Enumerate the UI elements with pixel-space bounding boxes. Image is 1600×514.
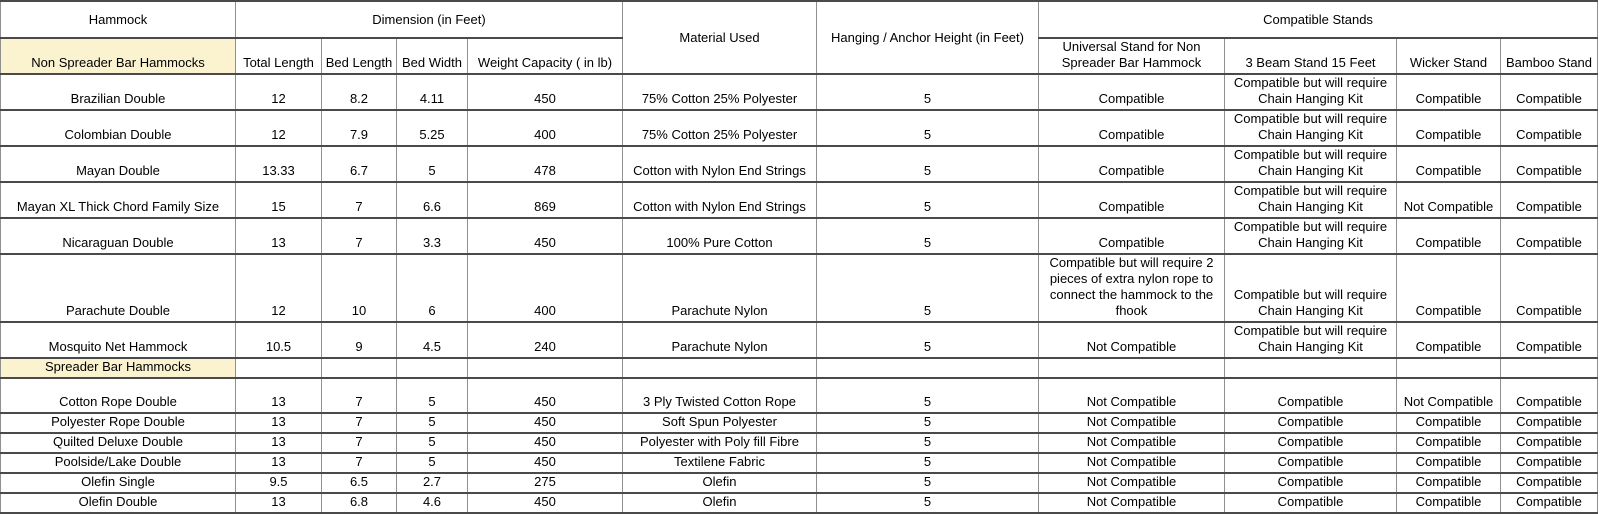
cell-bed-length[interactable]: 6.8	[322, 493, 397, 513]
empty-cell[interactable]	[1397, 358, 1501, 378]
cell-beam-stand[interactable]: Compatible but will require Chain Hanging Kit	[1225, 110, 1397, 146]
cell-material[interactable]: Cotton with Nylon End Strings	[623, 182, 817, 218]
cell-hammock[interactable]: Parachute Double	[1, 254, 236, 322]
header-bamboo-stand[interactable]: Bamboo Stand	[1501, 38, 1598, 74]
section-label-non-spreader[interactable]: Non Spreader Bar Hammocks	[1, 38, 236, 74]
cell-total-length[interactable]: 13	[236, 218, 322, 254]
cell-beam-stand[interactable]: Compatible but will require Chain Hanging Kit	[1225, 74, 1397, 110]
header-material-used[interactable]: Material Used	[623, 1, 817, 74]
cell-beam-stand[interactable]: Compatible	[1225, 473, 1397, 493]
cell-universal-stand[interactable]: Not Compatible	[1039, 433, 1225, 453]
empty-cell[interactable]	[468, 358, 623, 378]
cell-wicker-stand[interactable]: Compatible	[1397, 322, 1501, 358]
cell-hammock[interactable]: Quilted Deluxe Double	[1, 433, 236, 453]
cell-hammock[interactable]: Brazilian Double	[1, 74, 236, 110]
cell-total-length[interactable]: 12	[236, 74, 322, 110]
empty-cell[interactable]	[623, 358, 817, 378]
cell-universal-stand[interactable]: Compatible	[1039, 74, 1225, 110]
cell-material[interactable]: 3 Ply Twisted Cotton Rope	[623, 378, 817, 413]
cell-hammock[interactable]: Olefin Double	[1, 493, 236, 513]
empty-cell[interactable]	[322, 358, 397, 378]
cell-beam-stand[interactable]: Compatible but will require Chain Hanging Kit	[1225, 218, 1397, 254]
table-row	[1, 322, 1598, 358]
cell-bamboo-stand[interactable]: Compatible	[1501, 110, 1598, 146]
cell-universal-stand[interactable]: Not Compatible	[1039, 493, 1225, 513]
table-row	[1, 254, 1598, 322]
cell-universal-stand[interactable]: Not Compatible	[1039, 322, 1225, 358]
cell-material[interactable]: Olefin	[623, 493, 817, 513]
table-row	[1, 453, 1598, 473]
cell-weight-capacity[interactable]: 450	[468, 378, 623, 413]
cell-wicker-stand[interactable]: Compatible	[1397, 453, 1501, 473]
header-weight-capacity[interactable]: Weight Capacity ( in lb)	[468, 38, 623, 74]
cell-hanging-height[interactable]: 5	[817, 110, 1039, 146]
cell-bamboo-stand[interactable]: Compatible	[1501, 74, 1598, 110]
cell-hammock[interactable]: Polyester Rope Double	[1, 413, 236, 433]
header-3-beam-stand[interactable]: 3 Beam Stand 15 Feet	[1225, 38, 1397, 74]
cell-hanging-height[interactable]: 5	[817, 322, 1039, 358]
cell-hanging-height[interactable]: 5	[817, 473, 1039, 493]
cell-beam-stand[interactable]: Compatible but will require Chain Hanging Kit	[1225, 146, 1397, 182]
cell-total-length[interactable]: 12	[236, 110, 322, 146]
cell-bamboo-stand[interactable]: Compatible	[1501, 254, 1598, 322]
cell-bed-width[interactable]: 5	[397, 453, 468, 473]
cell-bed-width[interactable]: 6	[397, 254, 468, 322]
cell-hanging-height[interactable]: 5	[817, 378, 1039, 413]
cell-wicker-stand[interactable]: Compatible	[1397, 493, 1501, 513]
cell-universal-stand[interactable]: Not Compatible	[1039, 453, 1225, 473]
section-label-row	[1, 358, 1598, 378]
cell-bamboo-stand[interactable]: Compatible	[1501, 433, 1598, 453]
cell-total-length[interactable]: 13	[236, 413, 322, 433]
header-total-length[interactable]: Total Length	[236, 38, 322, 74]
cell-hanging-height[interactable]: 5	[817, 433, 1039, 453]
cell-bed-width[interactable]: 2.7	[397, 473, 468, 493]
table-row	[1, 146, 1598, 182]
cell-bamboo-stand[interactable]: Compatible	[1501, 218, 1598, 254]
cell-universal-stand[interactable]: Compatible	[1039, 146, 1225, 182]
header-dimension-group[interactable]: Dimension (in Feet)	[236, 1, 623, 38]
cell-hanging-height[interactable]: 5	[817, 218, 1039, 254]
cell-bed-width[interactable]: 5	[397, 433, 468, 453]
cell-hammock[interactable]: Nicaraguan Double	[1, 218, 236, 254]
cell-hammock[interactable]: Poolside/Lake Double	[1, 453, 236, 473]
empty-cell[interactable]	[1039, 358, 1225, 378]
cell-weight-capacity[interactable]: 869	[468, 182, 623, 218]
cell-weight-capacity[interactable]: 450	[468, 74, 623, 110]
header-universal-stand[interactable]: Universal Stand for Non Spreader Bar Hammock	[1039, 38, 1225, 74]
cell-wicker-stand[interactable]: Compatible	[1397, 218, 1501, 254]
cell-bed-length[interactable]: 7	[322, 182, 397, 218]
cell-hanging-height[interactable]: 5	[817, 413, 1039, 433]
cell-material[interactable]: Polyester with Poly fill Fibre	[623, 433, 817, 453]
cell-hanging-height[interactable]: 5	[817, 453, 1039, 473]
table-row	[1, 433, 1598, 453]
cell-hammock[interactable]: Cotton Rope Double	[1, 378, 236, 413]
empty-cell[interactable]	[397, 358, 468, 378]
cell-hammock[interactable]: Mayan XL Thick Chord Family Size	[1, 182, 236, 218]
cell-weight-capacity[interactable]: 400	[468, 110, 623, 146]
cell-total-length[interactable]: 13	[236, 433, 322, 453]
cell-bed-length[interactable]: 6.7	[322, 146, 397, 182]
cell-total-length[interactable]: 10.5	[236, 322, 322, 358]
cell-wicker-stand[interactable]: Compatible	[1397, 473, 1501, 493]
cell-wicker-stand[interactable]: Not Compatible	[1397, 182, 1501, 218]
cell-total-length[interactable]: 13.33	[236, 146, 322, 182]
cell-weight-capacity[interactable]: 450	[468, 413, 623, 433]
cell-bed-length[interactable]: 8.2	[322, 74, 397, 110]
cell-universal-stand[interactable]: Not Compatible	[1039, 413, 1225, 433]
cell-hanging-height[interactable]: 5	[817, 493, 1039, 513]
cell-beam-stand[interactable]: Compatible but will require Chain Hanging Kit	[1225, 254, 1397, 322]
cell-bamboo-stand[interactable]: Compatible	[1501, 322, 1598, 358]
cell-bamboo-stand[interactable]: Compatible	[1501, 453, 1598, 473]
cell-bed-length[interactable]: 7	[322, 453, 397, 473]
empty-cell[interactable]	[1501, 358, 1598, 378]
header-bed-length[interactable]: Bed Length	[322, 38, 397, 74]
cell-beam-stand[interactable]: Compatible but will require Chain Hanging Kit	[1225, 322, 1397, 358]
cell-bed-width[interactable]: 6.6	[397, 182, 468, 218]
header-hammock[interactable]: Hammock	[1, 1, 236, 38]
header-row-groups	[1, 1, 1598, 38]
header-bed-width[interactable]: Bed Width	[397, 38, 468, 74]
cell-hammock[interactable]: Mayan Double	[1, 146, 236, 182]
cell-bed-length[interactable]: 7	[322, 218, 397, 254]
cell-beam-stand[interactable]: Compatible but will require Chain Hanging Kit	[1225, 182, 1397, 218]
cell-universal-stand[interactable]: Compatible	[1039, 218, 1225, 254]
cell-universal-stand[interactable]: Not Compatible	[1039, 378, 1225, 413]
cell-material[interactable]: Soft Spun Polyester	[623, 413, 817, 433]
cell-beam-stand[interactable]: Compatible	[1225, 378, 1397, 413]
cell-material[interactable]: Cotton with Nylon End Strings	[623, 146, 817, 182]
cell-total-length[interactable]: 13	[236, 493, 322, 513]
cell-material[interactable]: 75% Cotton 25% Polyester	[623, 110, 817, 146]
cell-universal-stand[interactable]: Compatible but will require 2 pieces of extra nylon rope to connect the hammock to the fhook	[1039, 254, 1225, 322]
cell-bed-length[interactable]: 6.5	[322, 473, 397, 493]
cell-bed-width[interactable]: 4.6	[397, 493, 468, 513]
cell-weight-capacity[interactable]: 240	[468, 322, 623, 358]
table-row	[1, 413, 1598, 433]
cell-weight-capacity[interactable]: 450	[468, 453, 623, 473]
cell-bed-length[interactable]: 10	[322, 254, 397, 322]
cell-material[interactable]: Parachute Nylon	[623, 322, 817, 358]
cell-beam-stand[interactable]: Compatible	[1225, 453, 1397, 473]
cell-hammock[interactable]: Olefin Single	[1, 473, 236, 493]
header-hanging-anchor-height[interactable]: Hanging / Anchor Height (in Feet)	[817, 1, 1039, 74]
cell-bed-width[interactable]: 5	[397, 413, 468, 433]
cell-material[interactable]: 75% Cotton 25% Polyester	[623, 74, 817, 110]
cell-weight-capacity[interactable]: 450	[468, 493, 623, 513]
cell-wicker-stand[interactable]: Not Compatible	[1397, 378, 1501, 413]
cell-bed-length[interactable]: 7	[322, 433, 397, 453]
table-row	[1, 473, 1598, 493]
table-row	[1, 182, 1598, 218]
section-label-spreader[interactable]: Spreader Bar Hammocks	[1, 358, 236, 378]
table-row	[1, 493, 1598, 513]
cell-hanging-height[interactable]: 5	[817, 182, 1039, 218]
cell-hanging-height[interactable]: 5	[817, 146, 1039, 182]
cell-bamboo-stand[interactable]: Compatible	[1501, 493, 1598, 513]
cell-bed-width[interactable]: 5	[397, 378, 468, 413]
cell-universal-stand[interactable]: Not Compatible	[1039, 473, 1225, 493]
cell-total-length[interactable]: 12	[236, 254, 322, 322]
cell-material[interactable]: Parachute Nylon	[623, 254, 817, 322]
table-row	[1, 74, 1598, 110]
cell-bamboo-stand[interactable]: Compatible	[1501, 413, 1598, 433]
header-wicker-stand[interactable]: Wicker Stand	[1397, 38, 1501, 74]
cell-weight-capacity[interactable]: 478	[468, 146, 623, 182]
cell-bed-width[interactable]: 4.11	[397, 74, 468, 110]
cell-bed-length[interactable]: 7.9	[322, 110, 397, 146]
table-row	[1, 110, 1598, 146]
cell-wicker-stand[interactable]: Compatible	[1397, 254, 1501, 322]
cell-wicker-stand[interactable]: Compatible	[1397, 110, 1501, 146]
empty-cell[interactable]	[817, 358, 1039, 378]
cell-universal-stand[interactable]: Compatible	[1039, 110, 1225, 146]
cell-total-length[interactable]: 15	[236, 182, 322, 218]
cell-material[interactable]: 100% Pure Cotton	[623, 218, 817, 254]
cell-hanging-height[interactable]: 5	[817, 254, 1039, 322]
cell-hammock[interactable]: Mosquito Net Hammock	[1, 322, 236, 358]
cell-bamboo-stand[interactable]: Compatible	[1501, 473, 1598, 493]
cell-weight-capacity[interactable]: 450	[468, 433, 623, 453]
cell-bed-width[interactable]: 5	[397, 146, 468, 182]
cell-total-length[interactable]: 9.5	[236, 473, 322, 493]
cell-total-length[interactable]: 13	[236, 453, 322, 473]
cell-beam-stand[interactable]: Compatible	[1225, 433, 1397, 453]
cell-material[interactable]: Textilene Fabric	[623, 453, 817, 473]
cell-beam-stand[interactable]: Compatible	[1225, 413, 1397, 433]
cell-wicker-stand[interactable]: Compatible	[1397, 74, 1501, 110]
cell-beam-stand[interactable]: Compatible	[1225, 493, 1397, 513]
cell-bed-length[interactable]: 7	[322, 378, 397, 413]
cell-hammock[interactable]: Colombian Double	[1, 110, 236, 146]
table-row	[1, 218, 1598, 254]
cell-bamboo-stand[interactable]: Compatible	[1501, 378, 1598, 413]
cell-bed-length[interactable]: 9	[322, 322, 397, 358]
empty-cell[interactable]	[1225, 358, 1397, 378]
cell-bed-width[interactable]: 5.25	[397, 110, 468, 146]
cell-weight-capacity[interactable]: 275	[468, 473, 623, 493]
cell-wicker-stand[interactable]: Compatible	[1397, 146, 1501, 182]
cell-bed-width[interactable]: 4.5	[397, 322, 468, 358]
cell-wicker-stand[interactable]: Compatible	[1397, 413, 1501, 433]
cell-total-length[interactable]: 13	[236, 378, 322, 413]
cell-material[interactable]: Olefin	[623, 473, 817, 493]
cell-bed-width[interactable]: 3.3	[397, 218, 468, 254]
cell-weight-capacity[interactable]: 400	[468, 254, 623, 322]
cell-wicker-stand[interactable]: Compatible	[1397, 433, 1501, 453]
empty-cell[interactable]	[236, 358, 322, 378]
table-row	[1, 378, 1598, 413]
cell-bed-length[interactable]: 7	[322, 413, 397, 433]
cell-universal-stand[interactable]: Compatible	[1039, 182, 1225, 218]
cell-bamboo-stand[interactable]: Compatible	[1501, 146, 1598, 182]
cell-bamboo-stand[interactable]: Compatible	[1501, 182, 1598, 218]
cell-weight-capacity[interactable]: 450	[468, 218, 623, 254]
cell-hanging-height[interactable]: 5	[817, 74, 1039, 110]
header-compatible-stands-group[interactable]: Compatible Stands	[1039, 1, 1598, 38]
